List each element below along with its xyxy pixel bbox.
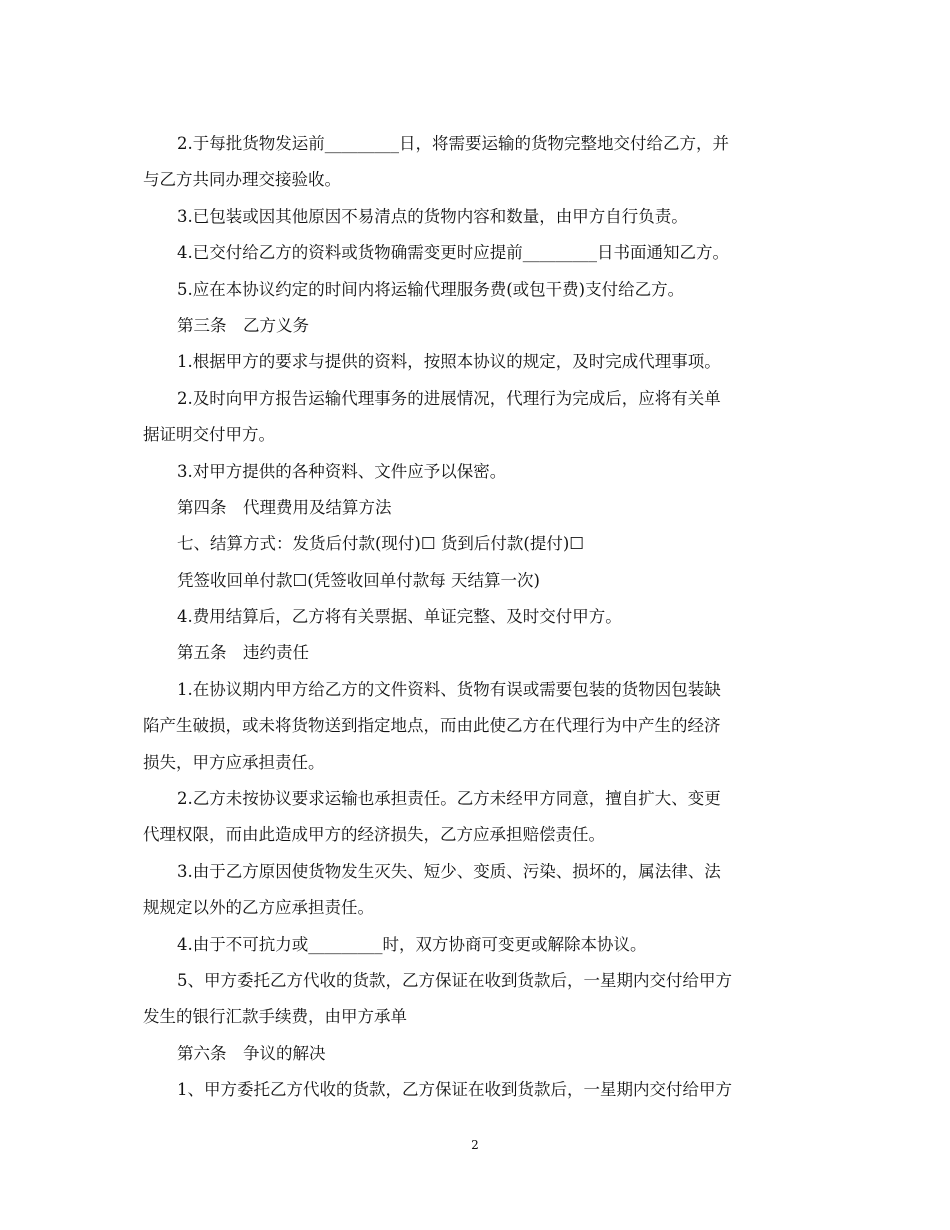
text-line: 1、甲方委托乙方代收的货款，乙方保证在收到货款后，一星期内交付给甲方	[177, 1080, 732, 1100]
text-line: 损失，甲方应承担责任。	[143, 752, 325, 772]
text-line: 发生的银行汇款手续费，由甲方承单	[143, 1007, 407, 1027]
text-line: 3.由于乙方原因使货物发生灭失、短少、变质、污染、损坏的，属法律、法	[177, 861, 721, 881]
text-line: 第四条 代理费用及结算方法	[177, 497, 392, 517]
text-line: 4.费用结算后，乙方将有关票据、单证完整、及时交付甲方。	[177, 607, 622, 627]
text-line: 第三条 乙方义务	[177, 315, 309, 335]
text-line: 5、甲方委托乙方代收的货款，乙方保证在收到货款后，一星期内交付给甲方	[177, 970, 732, 990]
text-line: 代理权限，而由此造成甲方的经济损失，乙方应承担赔偿责任。	[143, 825, 605, 845]
text-line: 3.已包装或因其他原因不易清点的货物内容和数量，由甲方自行负责。	[177, 206, 688, 226]
text-line: 4.已交付给乙方的资料或货物确需变更时应提前_________日书面通知乙方。	[177, 243, 729, 263]
text-line: 凭签收回单付款☐(凭签收回单付款每 天结算一次)	[177, 570, 540, 590]
page-number: 2	[471, 1138, 479, 1152]
text-line: 1.根据甲方的要求与提供的资料，按照本协议的规定，及时完成代理事项。	[177, 352, 721, 372]
text-line: 1.在协议期内甲方给乙方的文件资料、货物有误或需要包装的货物因包装缺	[177, 679, 721, 699]
text-line: 陷产生破损，或未将货物送到指定地点，而由此使乙方在代理行为中产生的经济	[143, 716, 721, 736]
text-line: 2.乙方未按协议要求运输也承担责任。乙方未经甲方同意，擅自扩大、变更	[177, 789, 721, 809]
text-line: 与乙方共同办理交接验收。	[143, 170, 341, 190]
text-line: 3.对甲方提供的各种资料、文件应予以保密。	[177, 461, 507, 481]
text-line: 七、结算方式：发货后付款(现付)☐ 货到后付款(提付)☐	[177, 534, 585, 554]
text-line: 2.于每批货物发运前_________日，将需要运输的货物完整地交付给乙方，并	[177, 134, 729, 153]
document-body	[143, 126, 808, 1109]
text-line: 2.及时向甲方报告运输代理事务的进展情况，代理行为完成后，应将有关单	[177, 388, 721, 408]
text-line: 第五条 违约责任	[177, 643, 309, 663]
text-line: 5.应在本协议约定的时间内将运输代理服务费(或包干费)支付给乙方。	[177, 279, 685, 299]
text-line: 第六条 争议的解决	[177, 1043, 326, 1063]
text-line: 据证明交付甲方。	[143, 425, 275, 445]
text-line: 4.由于不可抗力或_________时，双方协商可变更或解除本协议。	[177, 934, 647, 954]
text-line: 规规定以外的乙方应承担责任。	[143, 898, 374, 918]
